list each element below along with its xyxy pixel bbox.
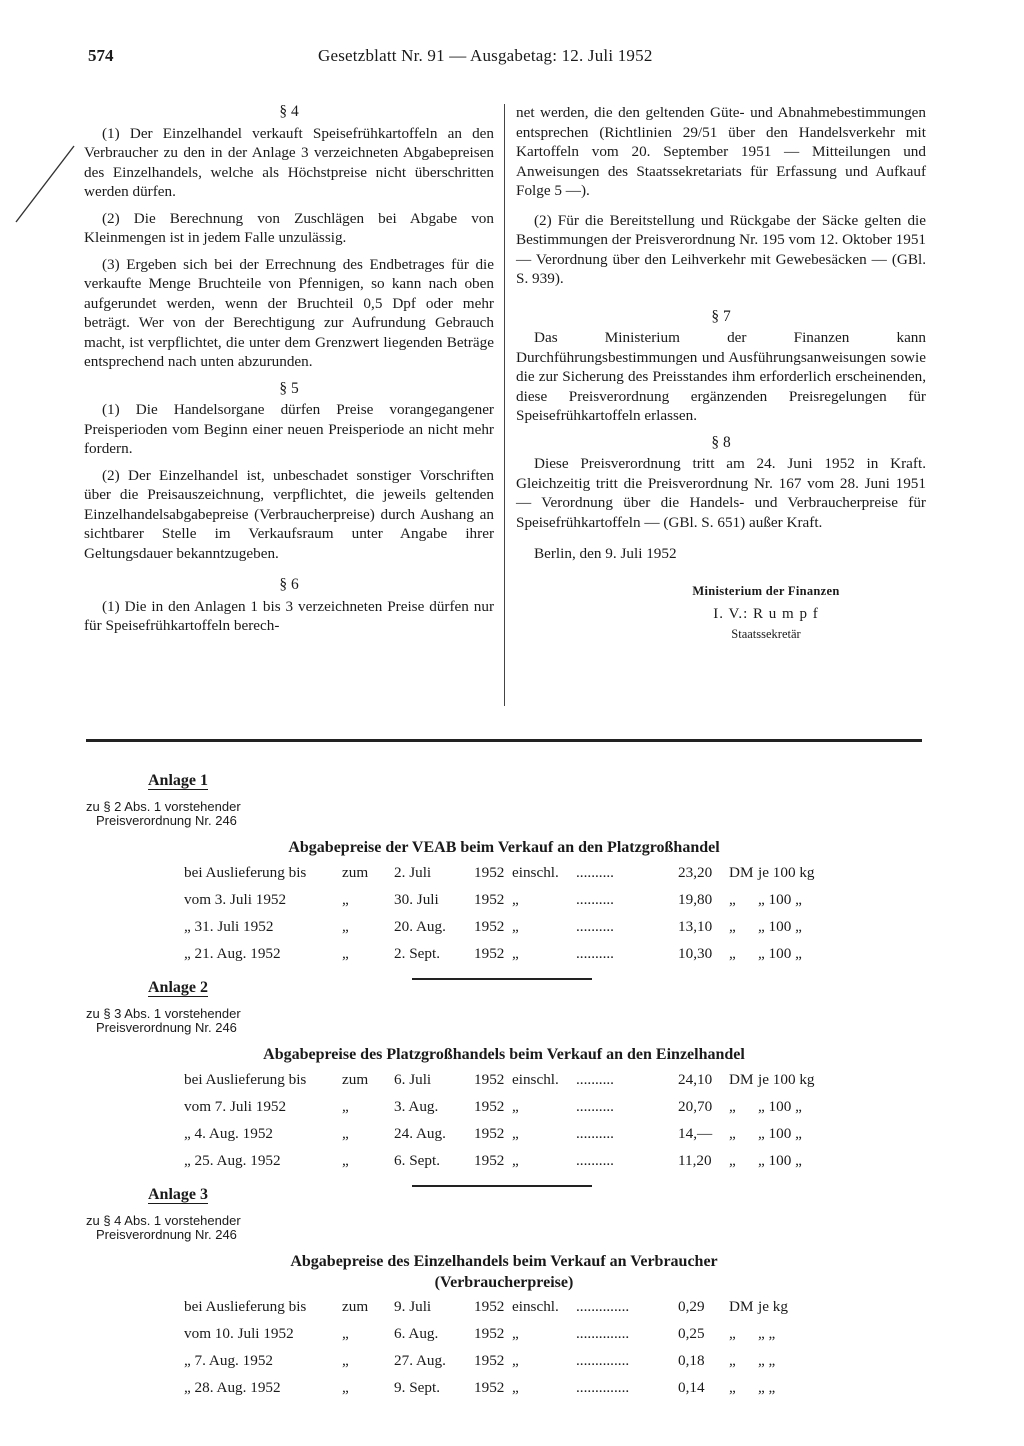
anlage-reference-line: zu § 3 Abs. 1 vorstehender	[86, 1006, 241, 1021]
price-row	[84, 945, 924, 969]
price-row	[84, 1152, 924, 1176]
row-inclusive-marker: „	[512, 918, 519, 935]
section-4-heading: § 4	[279, 103, 299, 120]
row-period-year: 1952	[474, 1152, 505, 1169]
row-unit: je 100 kg	[758, 864, 815, 881]
anlage-reference	[86, 1007, 241, 1034]
row-leader-dots: ..............	[576, 1352, 630, 1369]
row-price: 19,80	[678, 891, 713, 908]
row-period-end: 2. Sept.	[394, 945, 440, 962]
row-period-year: 1952	[474, 918, 505, 935]
row-period-start: „ 31. Juli 1952	[184, 918, 274, 935]
row-currency: „	[729, 891, 736, 908]
row-period-start: bei Auslieferung bis	[184, 1298, 307, 1315]
price-table-heading: Abgabepreise der VEAB beim Verkauf an den Platzgroßhandel	[288, 839, 720, 856]
row-period-start: vom 10. Juli 1952	[184, 1325, 294, 1342]
row-inclusive-marker: „	[512, 1152, 519, 1169]
left-column	[84, 100, 494, 643]
row-period-end: 9. Juli	[394, 1298, 432, 1315]
row-inclusive-marker: „	[512, 945, 519, 962]
anlage-reference-line: Preisverordnung Nr. 246	[96, 1226, 237, 1242]
row-price: 20,70	[678, 1098, 713, 1115]
anlage-title: Anlage 1	[148, 772, 208, 789]
row-period-end: 6. Juli	[394, 1071, 432, 1088]
row-currency: DM	[729, 1071, 754, 1088]
row-unit: „ „	[758, 1325, 776, 1342]
section-4-paragraph-1: (1) Der Einzelhandel verkauft Speisefrühkartoffeln an den Verbraucher zu den in der Anlage 3 verzeichneten Abgabepreisen des Einzelhandels, welche als Höchstpreise nicht überschritten werden dürfen.	[84, 124, 494, 200]
section-6-paragraph-2: (2) Für die Bereitstellung und Rückgabe der Säcke gelten die Bestimmungen der Preisverordnung Nr. 195 vom 12. Oktober 1951 — Verordnung über den Leihverkehr mit Gewebesäcken — (GBl. S. 939).	[516, 211, 927, 287]
row-currency: „	[729, 1125, 736, 1142]
anlage-reference-line: Preisverordnung Nr. 246	[96, 1019, 237, 1035]
anlage-reference	[86, 1214, 241, 1241]
row-to-marker: zum	[342, 1071, 369, 1088]
price-row	[84, 918, 924, 942]
row-price: 0,25	[678, 1325, 705, 1342]
row-to-marker: „	[342, 1125, 349, 1142]
page-number: 574	[88, 46, 114, 65]
row-to-marker: „	[342, 891, 349, 908]
anlage-title: Anlage 2	[148, 979, 208, 996]
row-leader-dots: ..........	[576, 864, 614, 881]
row-to-marker: zum	[342, 864, 369, 881]
row-period-year: 1952	[474, 945, 505, 962]
row-leader-dots: ..............	[576, 1325, 630, 1342]
section-8-heading: § 8	[711, 433, 731, 451]
row-period-end: 20. Aug.	[394, 918, 446, 935]
gazette-title: Gesetzblatt Nr. 91 — Ausgabetag: 12. Juli 1952	[318, 46, 653, 65]
row-period-year: 1952	[474, 1298, 505, 1315]
section-6-heading: § 6	[279, 576, 299, 593]
anlage-reference-line: zu § 4 Abs. 1 vorstehender	[86, 1213, 241, 1228]
row-period-start: vom 3. Juli 1952	[184, 891, 287, 908]
price-row	[84, 1125, 924, 1149]
row-price: 11,20	[678, 1152, 712, 1169]
row-inclusive-marker: „	[512, 1379, 519, 1396]
row-to-marker: „	[342, 1098, 349, 1115]
row-currency: „	[729, 1098, 736, 1115]
price-row	[84, 1325, 924, 1349]
row-unit: „ 100 „	[758, 945, 802, 962]
row-currency: „	[729, 945, 736, 962]
row-inclusive-marker: einschl.	[512, 1071, 559, 1088]
row-period-start: „ 7. Aug. 1952	[184, 1352, 274, 1369]
row-unit: je kg	[758, 1298, 788, 1315]
row-to-marker: „	[342, 1325, 349, 1342]
row-period-end: 27. Aug.	[394, 1352, 446, 1369]
row-period-start: vom 7. Juli 1952	[184, 1098, 287, 1115]
row-price: 13,10	[678, 918, 713, 935]
row-period-year: 1952	[474, 1352, 505, 1369]
section-6-paragraph-1-continued: net werden, die den geltenden Güte- und Abnahmebestimmungen entsprechen (Richtlinien 29/51 über den Handelsverkehr mit Kartoffeln vom 20. September 1951 — Mitteilungen und Anweisungen des Staatssekretariats für Erfassung und Aufkauf Folge 5 —).	[516, 104, 926, 199]
row-unit: „ 100 „	[758, 1098, 802, 1115]
place-and-date: Berlin, den 9. Juli 1952	[534, 545, 677, 562]
row-unit: „ „	[758, 1379, 776, 1396]
row-to-marker: „	[342, 1152, 349, 1169]
row-price: 0,18	[678, 1352, 705, 1369]
row-unit: „ 100 „	[758, 891, 802, 908]
row-inclusive-marker: „	[512, 1125, 519, 1142]
ministry-name: Ministerium der Finanzen	[692, 583, 840, 598]
row-period-start: bei Auslieferung bis	[184, 864, 307, 881]
anlage-reference-line: Preisverordnung Nr. 246	[96, 812, 237, 828]
row-price: 10,30	[678, 945, 713, 962]
row-leader-dots: ..........	[576, 918, 614, 935]
row-period-start: „ 28. Aug. 1952	[184, 1379, 281, 1396]
signature-block	[606, 582, 926, 645]
anlage-reference	[86, 800, 241, 827]
row-currency: DM	[729, 1298, 754, 1315]
row-currency: „	[729, 1352, 736, 1369]
row-period-year: 1952	[474, 1125, 505, 1142]
row-period-end: 2. Juli	[394, 864, 432, 881]
row-period-end: 3. Aug.	[394, 1098, 439, 1115]
table-end-rule	[412, 1185, 592, 1187]
price-row	[84, 1098, 924, 1122]
row-inclusive-marker: „	[512, 891, 519, 908]
price-row	[84, 1298, 924, 1322]
row-period-end: 6. Sept.	[394, 1152, 440, 1169]
row-currency: „	[729, 1379, 736, 1396]
row-period-start: „ 25. Aug. 1952	[184, 1152, 281, 1169]
row-leader-dots: ..........	[576, 1125, 614, 1142]
table-end-rule	[412, 978, 592, 980]
page-header	[88, 46, 708, 70]
signatory: I. V.: R u m p f	[713, 606, 819, 622]
row-leader-dots: ..............	[576, 1298, 630, 1315]
section-7-paragraph: Das Ministerium der Finanzen kann Durchführungsbestimmungen und Ausführungsanweisungen sowie die zur Sicherung des Preisstandes ihm erforderlich erscheinenden, diese Preisverordnung ergänzenden Preisregelungen für Speisefrühkartoffeln erlassen.	[516, 329, 926, 424]
row-price: 23,20	[678, 864, 713, 881]
row-period-start: „ 4. Aug. 1952	[184, 1125, 274, 1142]
row-inclusive-marker: „	[512, 1325, 519, 1342]
section-5-paragraph-2: (2) Der Einzelhandel ist, unbeschadet sonstiger Vorschriften über die Preisauszeichnung, verpflichtet, die jeweils geltenden Einzelhandelsabgabepreise (Verbraucherpreise) durch Aushang an sichtbarer Stelle im Verkaufsraum unter Angabe ihrer Geltungsdauer bekanntzugeben.	[84, 466, 494, 562]
price-table-heading: Abgabepreise des Platzgroßhandels beim Verkauf an den Einzelhandel	[263, 1046, 745, 1063]
row-period-year: 1952	[474, 1098, 505, 1115]
row-period-year: 1952	[474, 1325, 505, 1342]
section-6-paragraph-1-start: (1) Die in den Anlagen 1 bis 3 verzeichneten Preise dürfen nur für Speisefrühkartoffeln berech-	[84, 597, 494, 634]
signatory-rank: Staatssekretär	[731, 626, 801, 641]
row-price: 14,—	[678, 1125, 713, 1142]
row-to-marker: „	[342, 1379, 349, 1396]
row-period-year: 1952	[474, 864, 505, 881]
row-to-marker: „	[342, 1352, 349, 1369]
section-4-paragraph-2: (2) Die Berechnung von Zuschlägen bei Abgabe von Kleinmengen ist in jedem Falle unzulässig.	[84, 209, 494, 246]
row-currency: „	[729, 918, 736, 935]
margin-pencil-mark	[8, 140, 88, 230]
row-to-marker: „	[342, 918, 349, 935]
row-period-year: 1952	[474, 891, 505, 908]
price-row	[84, 1071, 924, 1095]
price-row	[84, 1352, 924, 1376]
row-unit: „ 100 „	[758, 1152, 802, 1169]
row-unit: je 100 kg	[758, 1071, 815, 1088]
row-period-start: bei Auslieferung bis	[184, 1071, 307, 1088]
section-4-paragraph-3: (3) Ergeben sich bei der Errechnung des Endbetrages für die verkaufte Menge Bruchteile von Pfennigen, so kann nach oben aufgerundet werden, wenn der Bruchteil 0,5 Dpf oder mehr beträgt. Wer von der Berechtigung zur Aufrundung Gebrauch macht, ist verpflichtet, die unter dem Grenzwert liegenden Beträge entsprechend nach unten abzurunden.	[84, 255, 494, 370]
row-period-end: 6. Aug.	[394, 1325, 439, 1342]
section-5-heading: § 5	[279, 379, 299, 397]
section-5-paragraph-1: (1) Die Handelsorgane dürfen Preise vorangegangener Preisperioden vom Beginn einer neuen Preisperiode an nicht mehr fordern.	[84, 401, 494, 457]
column-divider	[504, 104, 505, 706]
section-8-paragraph: Diese Preisverordnung tritt am 24. Juni 1952 in Kraft. Gleichzeitig tritt die Preisverordnung Nr. 167 vom 28. Juni 1951 — Verordnung über die Handels- und Verbraucherpreise für Speisefrühkartoffeln — (GBl. S. 651) außer Kraft.	[516, 455, 926, 531]
row-leader-dots: ..........	[576, 891, 614, 908]
section-separator-rule	[86, 739, 922, 742]
price-row	[84, 1379, 924, 1403]
row-leader-dots: ..........	[576, 1098, 614, 1115]
row-period-end: 30. Juli	[394, 891, 439, 908]
row-currency: „	[729, 1152, 736, 1169]
row-period-year: 1952	[474, 1071, 505, 1088]
price-table-heading: Abgabepreise des Einzelhandels beim Verkauf an Verbraucher	[290, 1253, 718, 1270]
anlage-reference-line: zu § 2 Abs. 1 vorstehender	[86, 799, 241, 814]
row-period-start: „ 21. Aug. 1952	[184, 945, 281, 962]
row-price: 0,14	[678, 1379, 705, 1396]
row-period-end: 9. Sept.	[394, 1379, 440, 1396]
row-to-marker: „	[342, 945, 349, 962]
row-currency: „	[729, 1325, 736, 1342]
row-leader-dots: ..............	[576, 1379, 630, 1396]
row-period-end: 24. Aug.	[394, 1125, 446, 1142]
price-row	[84, 891, 924, 915]
row-leader-dots: ..........	[576, 945, 614, 962]
row-inclusive-marker: „	[512, 1098, 519, 1115]
row-to-marker: zum	[342, 1298, 369, 1315]
row-price: 0,29	[678, 1298, 705, 1315]
row-leader-dots: ..........	[576, 1071, 614, 1088]
row-unit: „ 100 „	[758, 1125, 802, 1142]
row-inclusive-marker: „	[512, 1352, 519, 1369]
price-table-subheading: (Verbraucherpreise)	[434, 1274, 574, 1291]
row-currency: DM	[729, 864, 754, 881]
row-inclusive-marker: einschl.	[512, 864, 559, 881]
row-leader-dots: ..........	[576, 1152, 614, 1169]
row-period-year: 1952	[474, 1379, 505, 1396]
row-unit: „ „	[758, 1352, 776, 1369]
row-price: 24,10	[678, 1071, 713, 1088]
price-row	[84, 864, 924, 888]
right-column	[516, 103, 926, 644]
anlage-title: Anlage 3	[148, 1186, 208, 1203]
row-unit: „ 100 „	[758, 918, 802, 935]
row-inclusive-marker: einschl.	[512, 1298, 559, 1315]
section-7-heading: § 7	[711, 307, 731, 325]
